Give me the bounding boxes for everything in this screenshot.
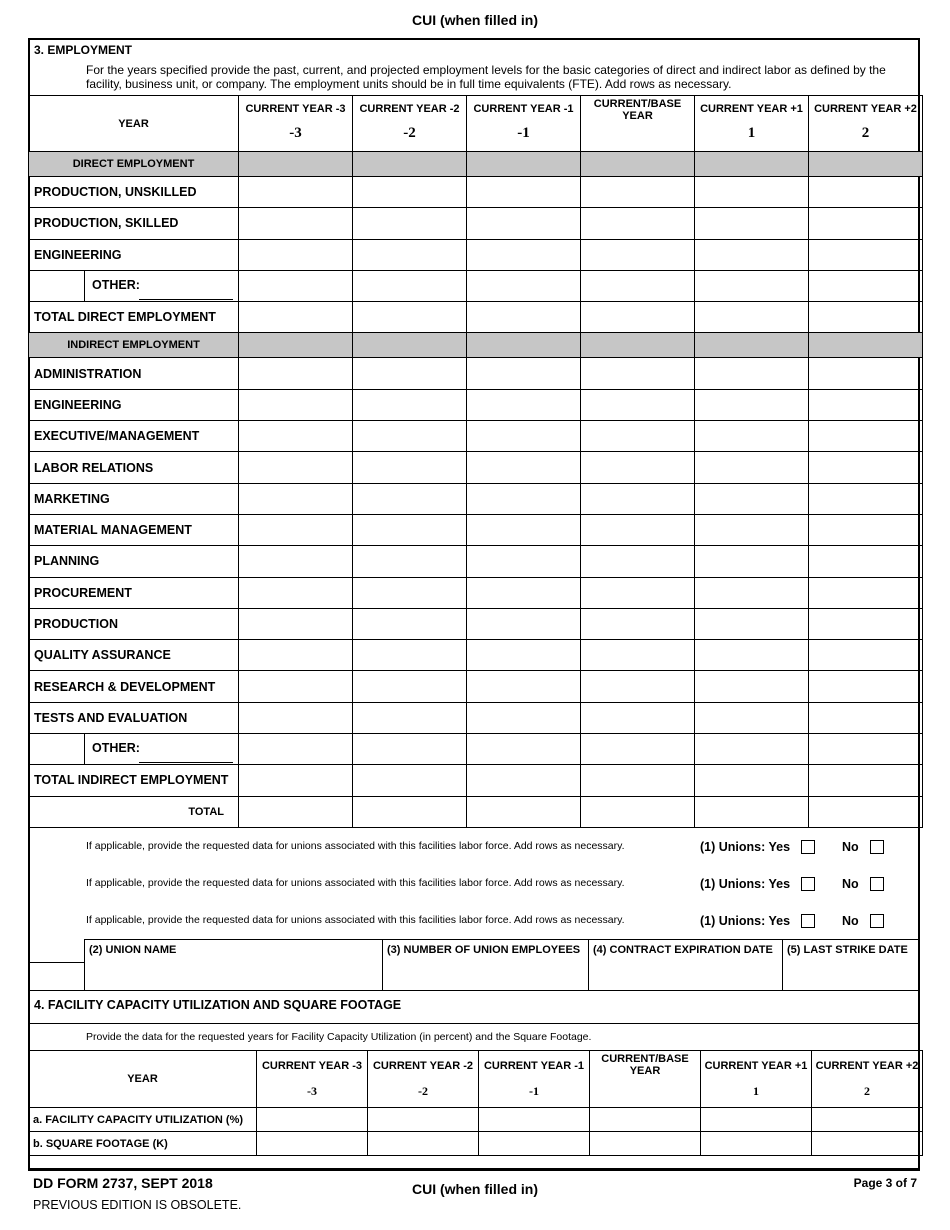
input-cell[interactable]	[581, 734, 695, 765]
input-cell[interactable]	[239, 514, 353, 545]
input-cell[interactable]	[809, 177, 923, 208]
input-cell[interactable]	[809, 796, 923, 827]
union-yes-checkbox[interactable]	[801, 877, 815, 891]
union-instruction: If applicable, provide the requested data for unions associated with this facilities labor force. Add rows as necessary.	[86, 877, 625, 889]
input-cell[interactable]	[239, 389, 353, 420]
input-cell[interactable]	[239, 483, 353, 514]
input-cell[interactable]	[239, 239, 353, 270]
indirect-row-label: RESEARCH & DEVELOPMENT	[29, 671, 239, 702]
col-header-cy-2: CURRENT YEAR -2 -2	[368, 1051, 479, 1108]
input-cell[interactable]	[353, 640, 467, 671]
indirect-row-label: PROCUREMENT	[29, 577, 239, 608]
input-cell[interactable]	[581, 270, 695, 301]
input-cell[interactable]	[467, 177, 581, 208]
input-cell[interactable]	[239, 546, 353, 577]
input-cell[interactable]	[368, 1132, 479, 1156]
form-frame	[28, 38, 920, 1171]
input-cell[interactable]	[353, 702, 467, 733]
input-cell[interactable]	[581, 640, 695, 671]
col-header-cy-1: CURRENT YEAR -1 -1	[479, 1051, 590, 1108]
input-cell[interactable]	[809, 270, 923, 301]
table-row	[29, 546, 923, 577]
input-cell[interactable]	[581, 514, 695, 545]
union-no-label: No	[842, 877, 859, 891]
input-cell[interactable]	[809, 389, 923, 420]
input-cell[interactable]	[467, 608, 581, 639]
input-cell[interactable]	[581, 389, 695, 420]
input-cell[interactable]	[695, 302, 809, 333]
section-3-description: For the years specified provide the past, current, and projected employment levels for the basic categories of direct and indirect labor as defined by the facility, business unit, or company. The employment units should be in full time equivalents (FTE). Add rows as necessary.	[86, 63, 886, 91]
total-indirect-label: TOTAL INDIRECT EMPLOYMENT	[29, 765, 239, 796]
table-row	[29, 640, 923, 671]
employment-table	[28, 95, 923, 828]
input-cell[interactable]	[239, 702, 353, 733]
input-cell[interactable]	[467, 702, 581, 733]
input-cell[interactable]	[809, 239, 923, 270]
section-3-title: 3. EMPLOYMENT	[34, 43, 133, 57]
input-cell[interactable]	[239, 452, 353, 483]
input-cell[interactable]	[239, 640, 353, 671]
table-row	[29, 671, 923, 702]
table-row	[29, 177, 923, 208]
input-cell[interactable]	[695, 702, 809, 733]
input-cell[interactable]	[695, 671, 809, 702]
direct-other-label[interactable]: OTHER:	[85, 270, 239, 301]
input-cell[interactable]	[581, 483, 695, 514]
capacity-utilization-label: a. FACILITY CAPACITY UTILIZATION (%)	[29, 1108, 257, 1132]
input-cell[interactable]	[809, 358, 923, 389]
union-yes-checkbox[interactable]	[801, 840, 815, 854]
table-row	[29, 358, 923, 389]
union-no-checkbox[interactable]	[870, 877, 884, 891]
col-header-base-year: CURRENT/BASE YEAR	[590, 1051, 701, 1108]
input-cell[interactable]	[353, 358, 467, 389]
input-cell[interactable]	[590, 1108, 701, 1132]
input-cell[interactable]	[239, 270, 353, 301]
table-row	[29, 608, 923, 639]
year-header: YEAR	[29, 1051, 257, 1108]
input-cell[interactable]	[368, 1108, 479, 1132]
input-cell[interactable]	[695, 577, 809, 608]
input-cell[interactable]	[479, 1108, 590, 1132]
input-cell[interactable]	[257, 1132, 368, 1156]
input-cell[interactable]	[239, 765, 353, 796]
input-cell[interactable]	[353, 765, 467, 796]
input-cell[interactable]	[353, 239, 467, 270]
input-cell[interactable]	[581, 239, 695, 270]
input-cell[interactable]	[695, 514, 809, 545]
input-cell[interactable]	[695, 177, 809, 208]
input-cell[interactable]	[239, 358, 353, 389]
input-cell[interactable]	[581, 765, 695, 796]
col-header-cy+1: CURRENT YEAR +1 1	[695, 96, 809, 152]
input-cell[interactable]	[695, 483, 809, 514]
input-cell[interactable]	[581, 671, 695, 702]
input-cell[interactable]	[809, 671, 923, 702]
direct-employment-band: DIRECT EMPLOYMENT	[29, 152, 239, 177]
input-cell[interactable]	[581, 302, 695, 333]
input-cell[interactable]	[239, 796, 353, 827]
col-header-base-year: CURRENT/BASE YEAR	[581, 96, 695, 152]
input-cell[interactable]	[701, 1108, 812, 1132]
input-cell[interactable]	[812, 1132, 923, 1156]
input-cell[interactable]	[809, 514, 923, 545]
input-cell[interactable]	[353, 483, 467, 514]
capacity-table	[28, 1050, 923, 1156]
input-cell[interactable]	[809, 452, 923, 483]
input-cell[interactable]	[467, 546, 581, 577]
form-number: DD FORM 2737, SEPT 2018	[33, 1175, 213, 1191]
input-cell[interactable]	[353, 208, 467, 239]
input-cell[interactable]	[695, 546, 809, 577]
input-cell[interactable]	[353, 389, 467, 420]
input-cell[interactable]	[467, 483, 581, 514]
input-cell[interactable]	[353, 514, 467, 545]
input-cell[interactable]	[809, 302, 923, 333]
input-cell[interactable]	[581, 177, 695, 208]
input-cell[interactable]	[467, 640, 581, 671]
table-row	[29, 208, 923, 239]
input-cell[interactable]	[239, 577, 353, 608]
union-employees-header: (3) NUMBER OF UNION EMPLOYEES	[387, 944, 581, 956]
indirect-row-label: ENGINEERING	[29, 389, 239, 420]
input-cell[interactable]	[353, 302, 467, 333]
input-cell[interactable]	[467, 765, 581, 796]
input-cell[interactable]	[695, 358, 809, 389]
input-cell[interactable]	[812, 1108, 923, 1132]
input-cell[interactable]	[581, 796, 695, 827]
input-cell[interactable]	[467, 452, 581, 483]
input-cell[interactable]	[467, 577, 581, 608]
input-cell[interactable]	[809, 421, 923, 452]
col-header-cy-3: CURRENT YEAR -3 -3	[257, 1051, 368, 1108]
input-cell[interactable]	[479, 1132, 590, 1156]
col-header-cy+1: CURRENT YEAR +1 1	[701, 1051, 812, 1108]
input-cell[interactable]	[695, 765, 809, 796]
table-row	[29, 239, 923, 270]
indirect-other-label[interactable]: OTHER:	[85, 734, 239, 765]
input-cell[interactable]	[581, 702, 695, 733]
input-cell[interactable]	[239, 608, 353, 639]
input-cell[interactable]	[353, 270, 467, 301]
input-cell[interactable]	[581, 546, 695, 577]
input-cell[interactable]	[695, 270, 809, 301]
union-yes-label: (1) Unions: Yes	[700, 877, 791, 891]
union-yes-label: (1) Unions: Yes	[700, 840, 791, 854]
input-cell[interactable]	[467, 671, 581, 702]
indirect-row-label: LABOR RELATIONS	[29, 452, 239, 483]
union-instruction: If applicable, provide the requested data for unions associated with this facilities labor force. Add rows as necessary.	[86, 914, 625, 926]
union-no-checkbox[interactable]	[870, 840, 884, 854]
indirect-row-label: TESTS AND EVALUATION	[29, 702, 239, 733]
square-footage-label: b. SQUARE FOOTAGE (K)	[29, 1132, 257, 1156]
input-cell[interactable]	[695, 239, 809, 270]
input-cell[interactable]	[809, 208, 923, 239]
table-row	[29, 389, 923, 420]
input-cell[interactable]	[581, 421, 695, 452]
input-cell[interactable]	[695, 796, 809, 827]
union-yes-checkbox[interactable]	[801, 914, 815, 928]
input-cell[interactable]	[239, 421, 353, 452]
section-4-description: Provide the data for the requested years for Facility Capacity Utilization (in percent) and the Square Footage.	[86, 1031, 592, 1043]
union-no-label: No	[842, 914, 859, 928]
input-cell[interactable]	[581, 452, 695, 483]
union-no-checkbox[interactable]	[870, 914, 884, 928]
table-row	[29, 577, 923, 608]
year-header: YEAR	[29, 96, 239, 152]
input-cell[interactable]	[239, 671, 353, 702]
input-cell[interactable]	[809, 640, 923, 671]
input-cell[interactable]	[353, 734, 467, 765]
table-row	[29, 483, 923, 514]
input-cell[interactable]	[809, 608, 923, 639]
indirect-row-label: EXECUTIVE/MANAGEMENT	[29, 421, 239, 452]
section-4-title: 4. FACILITY CAPACITY UTILIZATION AND SQUARE FOOTAGE	[34, 998, 402, 1012]
input-cell[interactable]	[353, 421, 467, 452]
indirect-row-label: MATERIAL MANAGEMENT	[29, 514, 239, 545]
cui-header: CUI (when filled in)	[412, 12, 538, 28]
input-cell[interactable]	[353, 577, 467, 608]
input-cell[interactable]	[467, 358, 581, 389]
input-cell[interactable]	[353, 177, 467, 208]
input-cell[interactable]	[581, 358, 695, 389]
input-cell[interactable]	[581, 208, 695, 239]
last-strike-header: (5) LAST STRIKE DATE	[787, 944, 908, 956]
input-cell[interactable]	[809, 483, 923, 514]
indirect-row-label: PLANNING	[29, 546, 239, 577]
union-instruction: If applicable, provide the requested data for unions associated with this facilities labor force. Add rows as necessary.	[86, 840, 625, 852]
input-cell[interactable]	[467, 514, 581, 545]
total-direct-label: TOTAL DIRECT EMPLOYMENT	[29, 302, 239, 333]
input-cell[interactable]	[467, 421, 581, 452]
table-row	[29, 514, 923, 545]
page-number: Page 3 of 7	[853, 1176, 917, 1190]
indirect-employment-band: INDIRECT EMPLOYMENT	[29, 333, 239, 358]
input-cell[interactable]	[467, 239, 581, 270]
input-cell[interactable]	[353, 546, 467, 577]
input-cell[interactable]	[353, 671, 467, 702]
union-name-header: (2) UNION NAME	[89, 944, 177, 956]
input-cell[interactable]	[467, 302, 581, 333]
input-cell[interactable]	[353, 796, 467, 827]
input-cell[interactable]	[695, 421, 809, 452]
input-cell[interactable]	[239, 734, 353, 765]
previous-edition-note: PREVIOUS EDITION IS OBSOLETE.	[33, 1198, 242, 1212]
input-cell[interactable]	[353, 452, 467, 483]
col-header-cy+2: CURRENT YEAR +2 2	[809, 96, 923, 152]
col-header-cy+2: CURRENT YEAR +2 2	[812, 1051, 923, 1108]
input-cell[interactable]	[239, 177, 353, 208]
input-cell[interactable]	[467, 270, 581, 301]
input-cell[interactable]	[695, 208, 809, 239]
input-cell[interactable]	[581, 577, 695, 608]
input-cell[interactable]	[239, 302, 353, 333]
col-header-cy-1: CURRENT YEAR -1 -1	[467, 96, 581, 152]
input-cell[interactable]	[809, 702, 923, 733]
cui-footer: CUI (when filled in)	[412, 1181, 538, 1197]
direct-row-label: PRODUCTION, UNSKILLED	[29, 177, 239, 208]
input-cell[interactable]	[239, 208, 353, 239]
union-no-label: No	[842, 840, 859, 854]
indirect-row-label: PRODUCTION	[29, 608, 239, 639]
table-row	[29, 421, 923, 452]
input-cell[interactable]	[467, 796, 581, 827]
table-row	[29, 452, 923, 483]
input-cell[interactable]	[695, 452, 809, 483]
input-cell[interactable]	[353, 608, 467, 639]
input-cell[interactable]	[581, 608, 695, 639]
input-cell[interactable]	[809, 765, 923, 796]
input-cell[interactable]	[809, 734, 923, 765]
total-label: TOTAL	[29, 796, 239, 827]
input-cell[interactable]	[257, 1108, 368, 1132]
input-cell[interactable]	[467, 208, 581, 239]
input-cell[interactable]	[695, 608, 809, 639]
input-cell[interactable]	[809, 546, 923, 577]
input-cell[interactable]	[467, 734, 581, 765]
indirect-row-label: MARKETING	[29, 483, 239, 514]
indirect-row-label: ADMINISTRATION	[29, 358, 239, 389]
table-row	[29, 702, 923, 733]
input-cell[interactable]	[695, 734, 809, 765]
contract-expiration-header: (4) CONTRACT EXPIRATION DATE	[593, 944, 773, 956]
col-header-cy-3: CURRENT YEAR -3 -3	[239, 96, 353, 152]
input-cell[interactable]	[695, 640, 809, 671]
col-header-cy-2: CURRENT YEAR -2 -2	[353, 96, 467, 152]
input-cell[interactable]	[695, 389, 809, 420]
direct-row-label: ENGINEERING	[29, 239, 239, 270]
input-cell[interactable]	[590, 1132, 701, 1156]
input-cell[interactable]	[467, 389, 581, 420]
input-cell[interactable]	[809, 577, 923, 608]
indirect-row-label: QUALITY ASSURANCE	[29, 640, 239, 671]
union-yes-label: (1) Unions: Yes	[700, 914, 791, 928]
input-cell[interactable]	[701, 1132, 812, 1156]
direct-row-label: PRODUCTION, SKILLED	[29, 208, 239, 239]
